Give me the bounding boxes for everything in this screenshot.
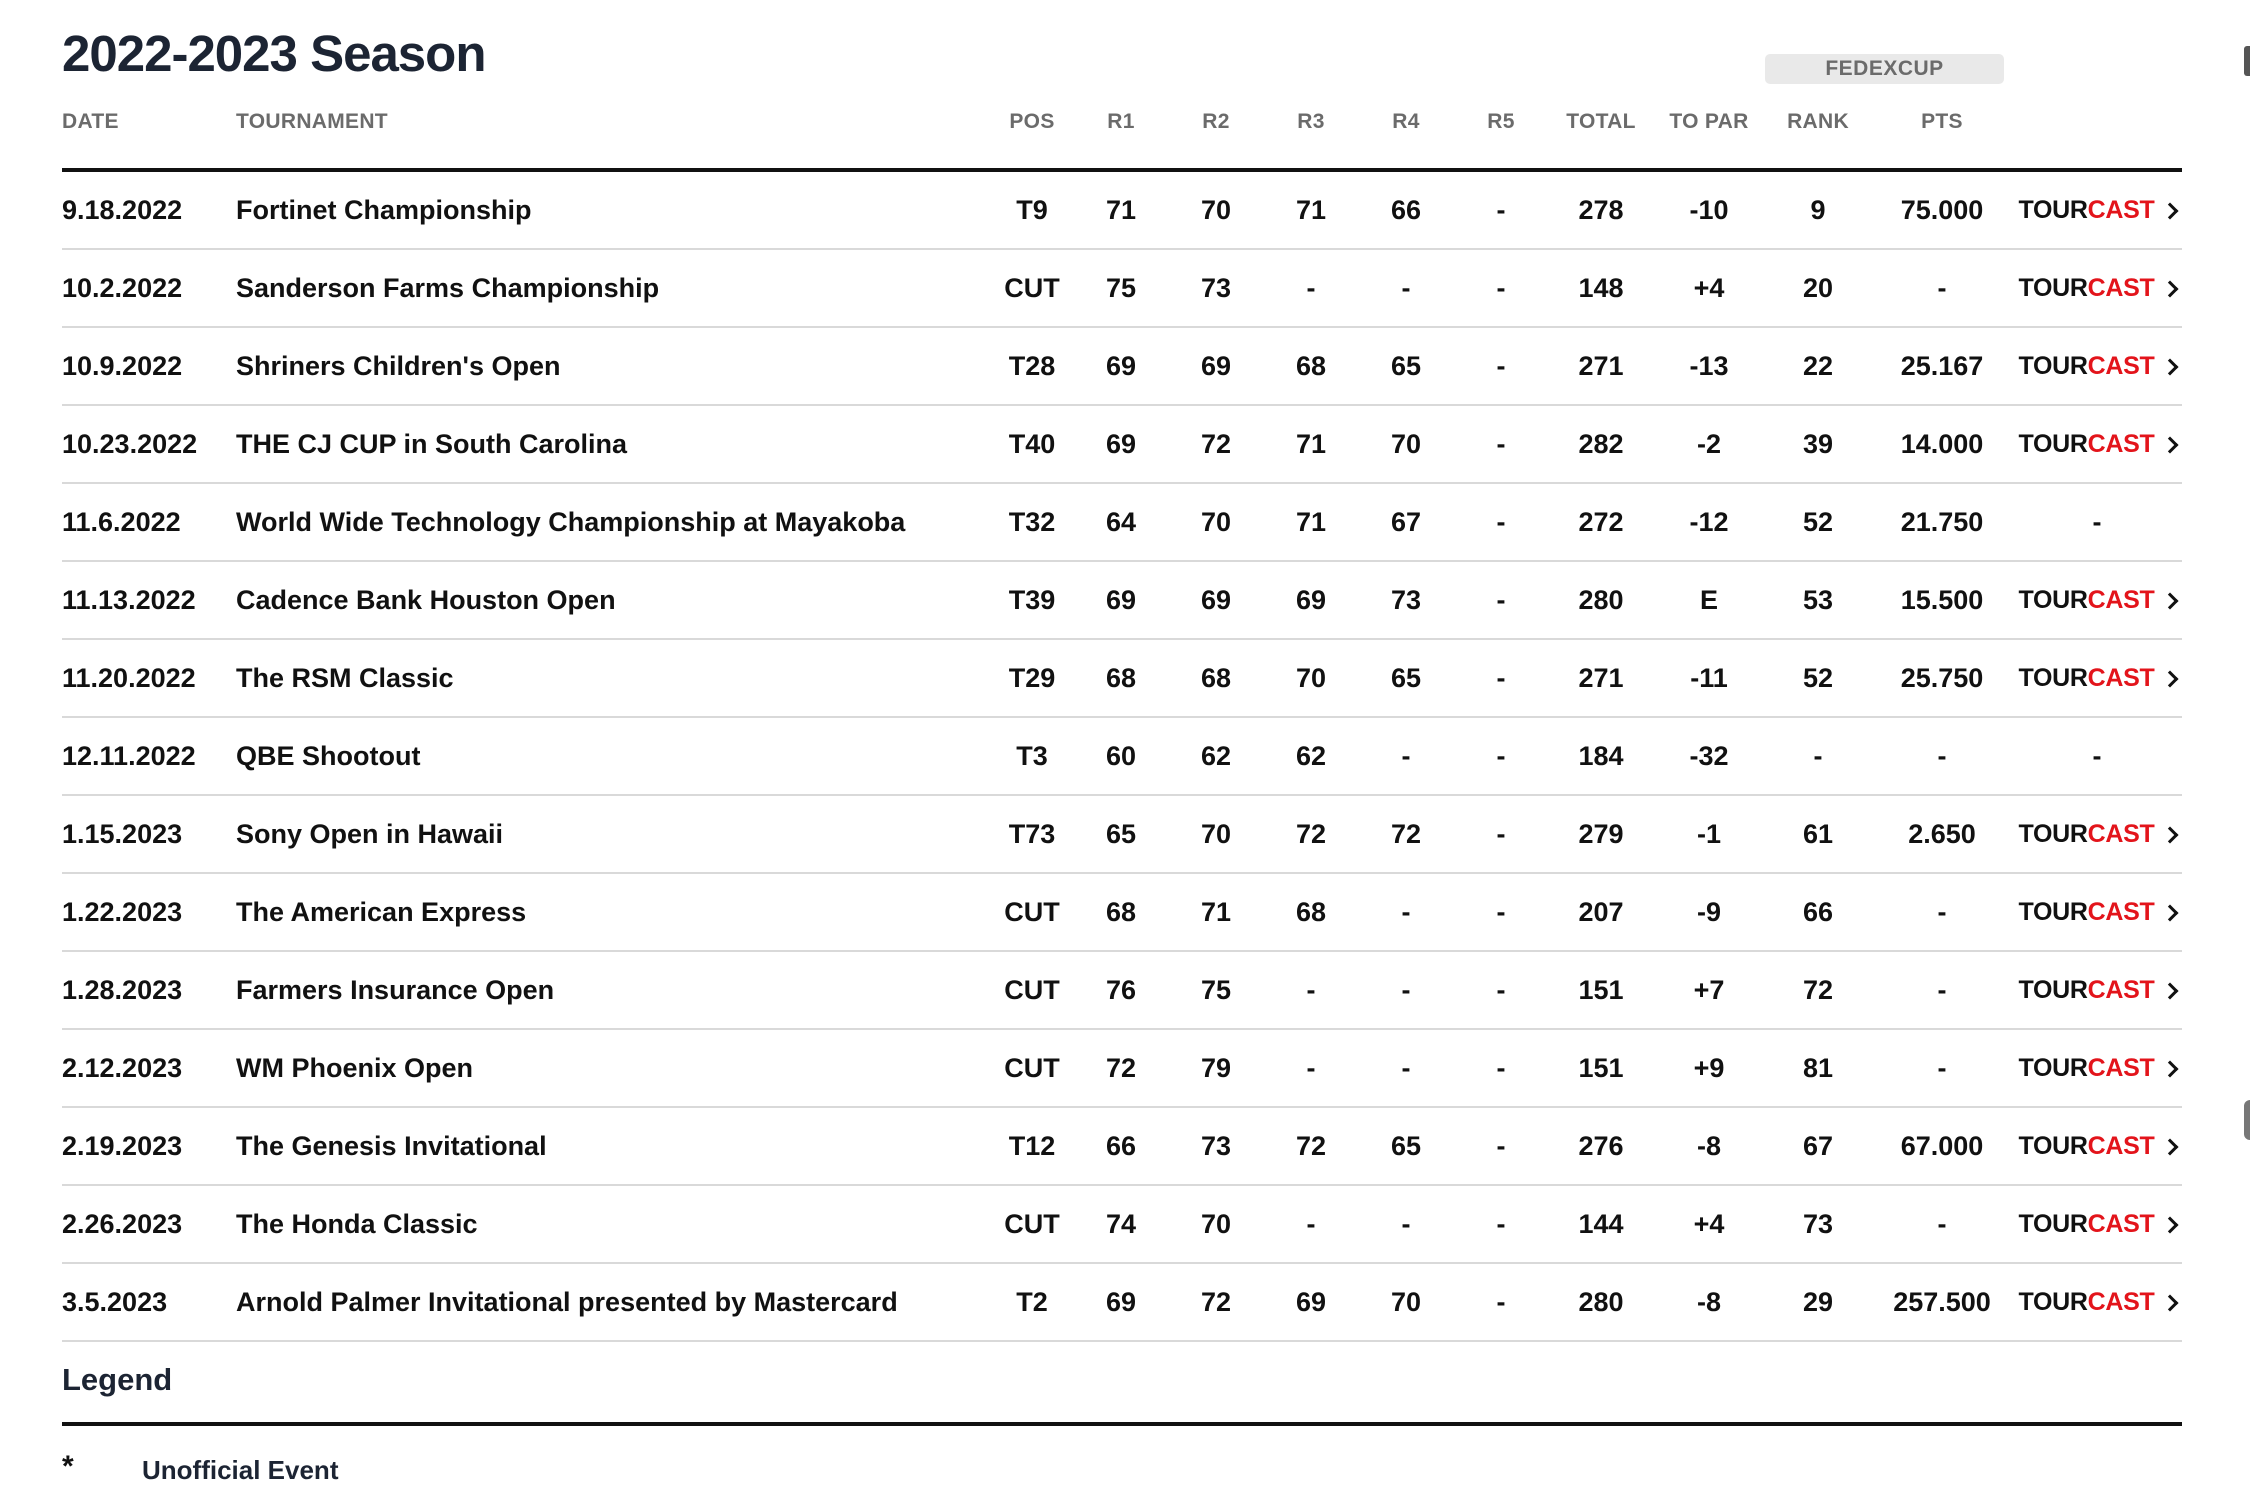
tourcast-logo [2018,664,2154,693]
tourcast-logo [2018,1132,2154,1161]
cell-date: 10.2.2022 [62,272,183,303]
tourcast-link[interactable] [2012,796,2182,872]
table-row [62,1264,2182,1342]
tourcast-logo-part2: CAST [2087,1287,2155,1316]
cell-r1: 64 [1105,506,1137,537]
header-r4: R4 [1392,110,1420,133]
cell-tournament: Shriners Children's Open [236,350,561,381]
cell-r1: 69 [1105,584,1137,615]
tourcast-link[interactable] [2012,952,2182,1028]
right-edge-fragment [2244,46,2250,76]
cell-tournament: World Wide Technology Championship at Mayakoba [236,506,906,537]
tourcast-logo-part1: TOUR [2018,273,2088,302]
table-row [62,250,2182,328]
cell-r1: 72 [1105,1052,1137,1083]
cell-r5: - [1496,740,1506,771]
header-r2: R2 [1202,110,1230,133]
cell-r1: 74 [1105,1208,1137,1239]
table-row [62,1186,2182,1264]
cell-r4: 67 [1390,506,1422,537]
cell-to-par: -10 [1689,194,1729,225]
cell-to-par: E [1699,584,1718,615]
chevron-right-icon [2161,592,2178,609]
cell-total: 151 [1578,1052,1624,1083]
chevron-right-icon [2161,1138,2178,1155]
header-rank: RANK [1787,110,1849,133]
tourcast-link[interactable] [2012,1264,2182,1340]
tourcast-logo-part1: TOUR [2018,975,2088,1004]
cell-r5: - [1496,974,1506,1005]
cell-date: 2.26.2023 [62,1208,183,1239]
tourcast-logo-part1: TOUR [2018,1209,2088,1238]
tourcast-logo-part1: TOUR [2018,663,2088,692]
tourcast-logo-part2: CAST [2087,975,2155,1004]
cell-r4: 72 [1390,818,1422,849]
header-r1: R1 [1107,110,1135,133]
chevron-right-icon [2161,1216,2178,1233]
table-row [62,562,2182,640]
table-row [62,718,2182,796]
chevron-right-icon [2161,358,2178,375]
tourcast-link[interactable] [2012,874,2182,950]
cell-r5: - [1496,194,1506,225]
cell-tournament: Sony Open in Hawaii [236,818,504,849]
season-title: 2022-2023 Season [62,25,486,82]
cell-pos: T73 [1008,818,1056,849]
cell-r1: 65 [1105,818,1137,849]
cell-r5: - [1496,272,1506,303]
cell-tournament: QBE Shootout [236,740,421,771]
cell-r3: - [1306,1208,1316,1239]
cell-pos: T9 [1016,194,1048,225]
cell-r3: 71 [1295,194,1327,225]
cell-rank: 9 [1810,194,1826,225]
cell-r2: 73 [1200,1130,1232,1161]
cell-r1: 69 [1105,350,1137,381]
header-date: DATE [62,110,119,133]
cell-date: 2.19.2023 [62,1130,183,1161]
cell-total: 279 [1578,818,1624,849]
cell-total: 144 [1578,1208,1624,1239]
tourcast-logo-part2: CAST [2087,273,2155,302]
tourcast-logo-part1: TOUR [2018,1131,2088,1160]
tourcast-logo [2018,1288,2154,1317]
cell-pts: 257.500 [1893,1286,1991,1317]
table-row [62,874,2182,952]
cell-date: 3.5.2023 [62,1286,168,1317]
cell-r2: 70 [1200,506,1232,537]
fedexcup-column-group-label: FEDEXCUP [1765,54,2004,84]
cell-r4: 65 [1390,350,1422,381]
cell-r1: 71 [1105,194,1137,225]
cell-r5: - [1496,896,1506,927]
chevron-right-icon [2161,202,2178,219]
chevron-right-icon [2161,280,2178,297]
cell-r1: 75 [1105,272,1137,303]
cell-tournament: Farmers Insurance Open [236,974,555,1005]
cell-rank: 61 [1802,818,1834,849]
cell-pts: 67.000 [1900,1130,1984,1161]
tourcast-logo-part2: CAST [2087,1053,2155,1082]
cell-rank: 66 [1802,896,1834,927]
cell-pts: - [1937,1208,1947,1239]
cell-r5: - [1496,818,1506,849]
chevron-right-icon [2161,436,2178,453]
cell-rank: 39 [1802,428,1834,459]
tourcast-logo-part2: CAST [2087,1131,2155,1160]
tourcast-logo-part2: CAST [2087,429,2155,458]
tourcast-logo-part1: TOUR [2018,1053,2088,1082]
cell-r3: 62 [1295,740,1327,771]
cell-r1: 76 [1105,974,1137,1005]
tourcast-logo-part1: TOUR [2018,351,2088,380]
cell-r2: 70 [1200,1208,1232,1239]
cell-pts: 75.000 [1900,194,1984,225]
cell-to-par: -12 [1689,506,1729,537]
cell-r1: 66 [1105,1130,1137,1161]
chevron-right-icon [2161,826,2178,843]
chevron-right-icon [2161,1294,2178,1311]
header-total: TOTAL [1566,110,1636,133]
cell-r4: - [1401,1052,1411,1083]
cell-tournament: The Genesis Invitational [236,1130,547,1161]
tourcast-link[interactable] [2012,562,2182,638]
cell-rank: 67 [1802,1130,1834,1161]
cell-pts: 25.750 [1900,662,1984,693]
cell-r4: 65 [1390,1130,1422,1161]
cell-r5: - [1496,1208,1506,1239]
cell-rank: 81 [1802,1052,1834,1083]
tourcast-logo [2018,1210,2154,1239]
cell-r3: 68 [1295,896,1327,927]
tourcast-logo-part1: TOUR [2018,195,2088,224]
cell-r3: 72 [1295,818,1327,849]
table-row [62,796,2182,874]
cell-pos: CUT [1004,896,1060,927]
cell-date: 1.15.2023 [62,818,183,849]
cell-r2: 79 [1200,1052,1232,1083]
cell-r2: 69 [1200,350,1232,381]
tourcast-logo-part2: CAST [2087,195,2155,224]
cell-to-par: -32 [1689,740,1729,771]
tourcast-link[interactable] [2012,1108,2182,1184]
tourcast-logo [2018,352,2154,381]
cell-r5: - [1496,662,1506,693]
cell-tournament: WM Phoenix Open [236,1052,474,1083]
tourcast-link[interactable] [2012,640,2182,716]
table-header [62,100,2182,172]
cell-total: 271 [1578,350,1624,381]
cell-r4: - [1401,1208,1411,1239]
cell-r4: 66 [1390,194,1422,225]
cell-tournament: Fortinet Championship [236,194,532,225]
cell-pts: - [1937,740,1947,771]
cell-r3: 69 [1295,1286,1327,1317]
cell-total: 282 [1578,428,1624,459]
tourcast-link[interactable] [2012,172,2182,248]
cell-pos: T28 [1008,350,1056,381]
cell-r2: 73 [1200,272,1232,303]
tourcast-logo [2018,274,2154,303]
cell-r2: 75 [1200,974,1232,1005]
cell-pos: T32 [1008,506,1056,537]
tourcast-logo-part1: TOUR [2018,429,2088,458]
cell-rank: 53 [1802,584,1834,615]
cell-r2: 71 [1200,896,1232,927]
cell-r3: 68 [1295,350,1327,381]
tourcast-link[interactable] [2012,406,2182,482]
header-r3: R3 [1297,110,1325,133]
header-tournament: TOURNAMENT [236,110,388,133]
cell-to-par: +4 [1693,272,1725,303]
tourcast-logo-part1: TOUR [2018,897,2088,926]
cell-rank: 72 [1802,974,1834,1005]
tourcast-logo [2018,196,2154,225]
cell-to-par: +4 [1693,1208,1725,1239]
cell-total: 278 [1578,194,1624,225]
cell-total: 276 [1578,1130,1624,1161]
chevron-right-icon [2161,1060,2178,1077]
cell-date: 1.22.2023 [62,896,183,927]
cell-r4: 65 [1390,662,1422,693]
cell-r1: 69 [1105,1286,1137,1317]
cell-pts: 15.500 [1900,584,1984,615]
cell-rank: 20 [1802,272,1834,303]
tourcast-link[interactable] [2012,250,2182,326]
cell-r4: - [1401,974,1411,1005]
cell-pts: - [1937,272,1947,303]
cell-pts: 25.167 [1900,350,1984,381]
cell-r4: 73 [1390,584,1422,615]
legend-title: Legend [62,1362,173,1397]
tourcast-unavailable: - [2092,506,2102,537]
table-row [62,172,2182,250]
chevron-right-icon [2161,670,2178,687]
right-edge-fragment [2244,1100,2250,1140]
cell-r5: - [1496,350,1506,381]
cell-total: 207 [1578,896,1624,927]
cell-pts: - [1937,974,1947,1005]
cell-r3: - [1306,272,1316,303]
cell-r1: 68 [1105,896,1137,927]
cell-r1: 69 [1105,428,1137,459]
cell-rank: - [1813,740,1823,771]
cell-date: 11.13.2022 [62,584,196,615]
cell-pos: T12 [1008,1130,1056,1161]
tourcast-link[interactable] [2012,1186,2182,1262]
cell-to-par: -11 [1690,662,1728,693]
tourcast-logo-part2: CAST [2087,663,2155,692]
cell-r2: 72 [1200,1286,1232,1317]
cell-total: 280 [1578,1286,1624,1317]
cell-tournament: Cadence Bank Houston Open [236,584,616,615]
header-to-par: TO PAR [1669,110,1749,133]
cell-to-par: -9 [1696,896,1721,927]
cell-rank: 73 [1802,1208,1834,1239]
chevron-right-icon [2161,982,2178,999]
tourcast-logo [2018,898,2154,927]
table-row [62,484,2182,562]
cell-date: 11.6.2022 [62,506,181,537]
cell-rank: 29 [1802,1286,1834,1317]
cell-r3: 72 [1295,1130,1327,1161]
cell-total: 272 [1578,506,1624,537]
cell-pts: 21.750 [1900,506,1984,537]
cell-date: 11.20.2022 [62,662,196,693]
cell-r1: 60 [1105,740,1137,771]
cell-r2: 70 [1200,194,1232,225]
cell-r3: 71 [1295,428,1327,459]
cell-total: 184 [1578,740,1624,771]
legend-divider [62,1422,2182,1426]
cell-tournament: Arnold Palmer Invitational presented by Mastercard [236,1286,898,1317]
table-row [62,1030,2182,1108]
header-r5: R5 [1487,110,1515,133]
cell-total: 280 [1578,584,1624,615]
cell-date: 10.9.2022 [62,350,183,381]
legend-symbol: * [62,1450,74,1483]
table-row [62,406,2182,484]
cell-pts: 2.650 [1908,818,1976,849]
tourcast-logo-part1: TOUR [2018,585,2088,614]
tourcast-logo [2018,586,2154,615]
cell-total: 148 [1578,272,1624,303]
cell-date: 10.23.2022 [62,428,198,459]
header-pts: PTS [1921,110,1963,133]
cell-pos: CUT [1004,1208,1060,1239]
cell-r2: 70 [1200,818,1232,849]
cell-rank: 22 [1802,350,1834,381]
cell-r1: 68 [1105,662,1137,693]
cell-date: 2.12.2023 [62,1052,183,1083]
cell-pos: CUT [1004,1052,1060,1083]
cell-tournament: The RSM Classic [236,662,454,693]
cell-tournament: The Honda Classic [236,1208,478,1239]
cell-r5: - [1496,1286,1506,1317]
cell-r4: 70 [1390,428,1422,459]
tourcast-logo [2018,820,2154,849]
tourcast-logo-part2: CAST [2087,351,2155,380]
tourcast-logo [2018,430,2154,459]
cell-r5: - [1496,1130,1506,1161]
tourcast-logo-part2: CAST [2087,1209,2155,1238]
tourcast-logo-part2: CAST [2087,819,2155,848]
table-row [62,328,2182,406]
cell-r4: - [1401,896,1411,927]
tourcast-logo-part2: CAST [2087,897,2155,926]
tourcast-logo-part1: TOUR [2018,819,2088,848]
cell-r3: 71 [1295,506,1327,537]
cell-pts: 14.000 [1900,428,1984,459]
cell-total: 151 [1578,974,1624,1005]
cell-rank: 52 [1802,662,1834,693]
cell-pos: T3 [1016,740,1048,771]
cell-r4: 70 [1390,1286,1422,1317]
cell-r5: - [1496,1052,1506,1083]
tourcast-unavailable: - [2092,740,2102,771]
cell-to-par: +9 [1693,1052,1725,1083]
cell-r2: 69 [1200,584,1232,615]
cell-to-par: -13 [1689,350,1729,381]
cell-date: 1.28.2023 [62,974,183,1005]
tourcast-link[interactable] [2012,328,2182,404]
cell-r3: - [1306,1052,1316,1083]
cell-r2: 72 [1200,428,1232,459]
cell-pos: T39 [1008,584,1056,615]
cell-r5: - [1496,428,1506,459]
chevron-right-icon [2161,904,2178,921]
cell-pts: - [1937,896,1947,927]
tourcast-logo-part2: CAST [2087,585,2155,614]
cell-r3: 69 [1295,584,1327,615]
cell-total: 271 [1578,662,1624,693]
cell-date: 12.11.2022 [62,740,196,771]
cell-r5: - [1496,584,1506,615]
legend-text: Unofficial Event [142,1455,339,1485]
cell-tournament: THE CJ CUP in South Carolina [236,428,628,459]
cell-r5: - [1496,506,1506,537]
cell-r4: - [1401,272,1411,303]
cell-pos: CUT [1004,272,1060,303]
cell-pos: T40 [1008,428,1056,459]
tourcast-logo [2018,976,2154,1005]
cell-tournament: Sanderson Farms Championship [236,272,660,303]
cell-r2: 62 [1200,740,1232,771]
table-row [62,1108,2182,1186]
cell-to-par: +7 [1693,974,1725,1005]
cell-to-par: -1 [1696,818,1721,849]
cell-pts: - [1937,1052,1947,1083]
cell-r2: 68 [1200,662,1232,693]
cell-pos: T2 [1016,1286,1048,1317]
tourcast-logo-part1: TOUR [2018,1287,2088,1316]
cell-r4: - [1401,740,1411,771]
cell-date: 9.18.2022 [62,194,183,225]
cell-r3: 70 [1295,662,1327,693]
cell-to-par: -8 [1696,1286,1721,1317]
header-pos: POS [1009,110,1055,133]
cell-r3: - [1306,974,1316,1005]
cell-to-par: -2 [1696,428,1721,459]
cell-pos: CUT [1004,974,1060,1005]
tourcast-link[interactable] [2012,1030,2182,1106]
tourcast-logo [2018,1054,2154,1083]
cell-to-par: -8 [1696,1130,1721,1161]
table-row [62,640,2182,718]
table-row [62,952,2182,1030]
cell-pos: T29 [1008,662,1056,693]
cell-rank: 52 [1802,506,1834,537]
cell-tournament: The American Express [236,896,527,927]
